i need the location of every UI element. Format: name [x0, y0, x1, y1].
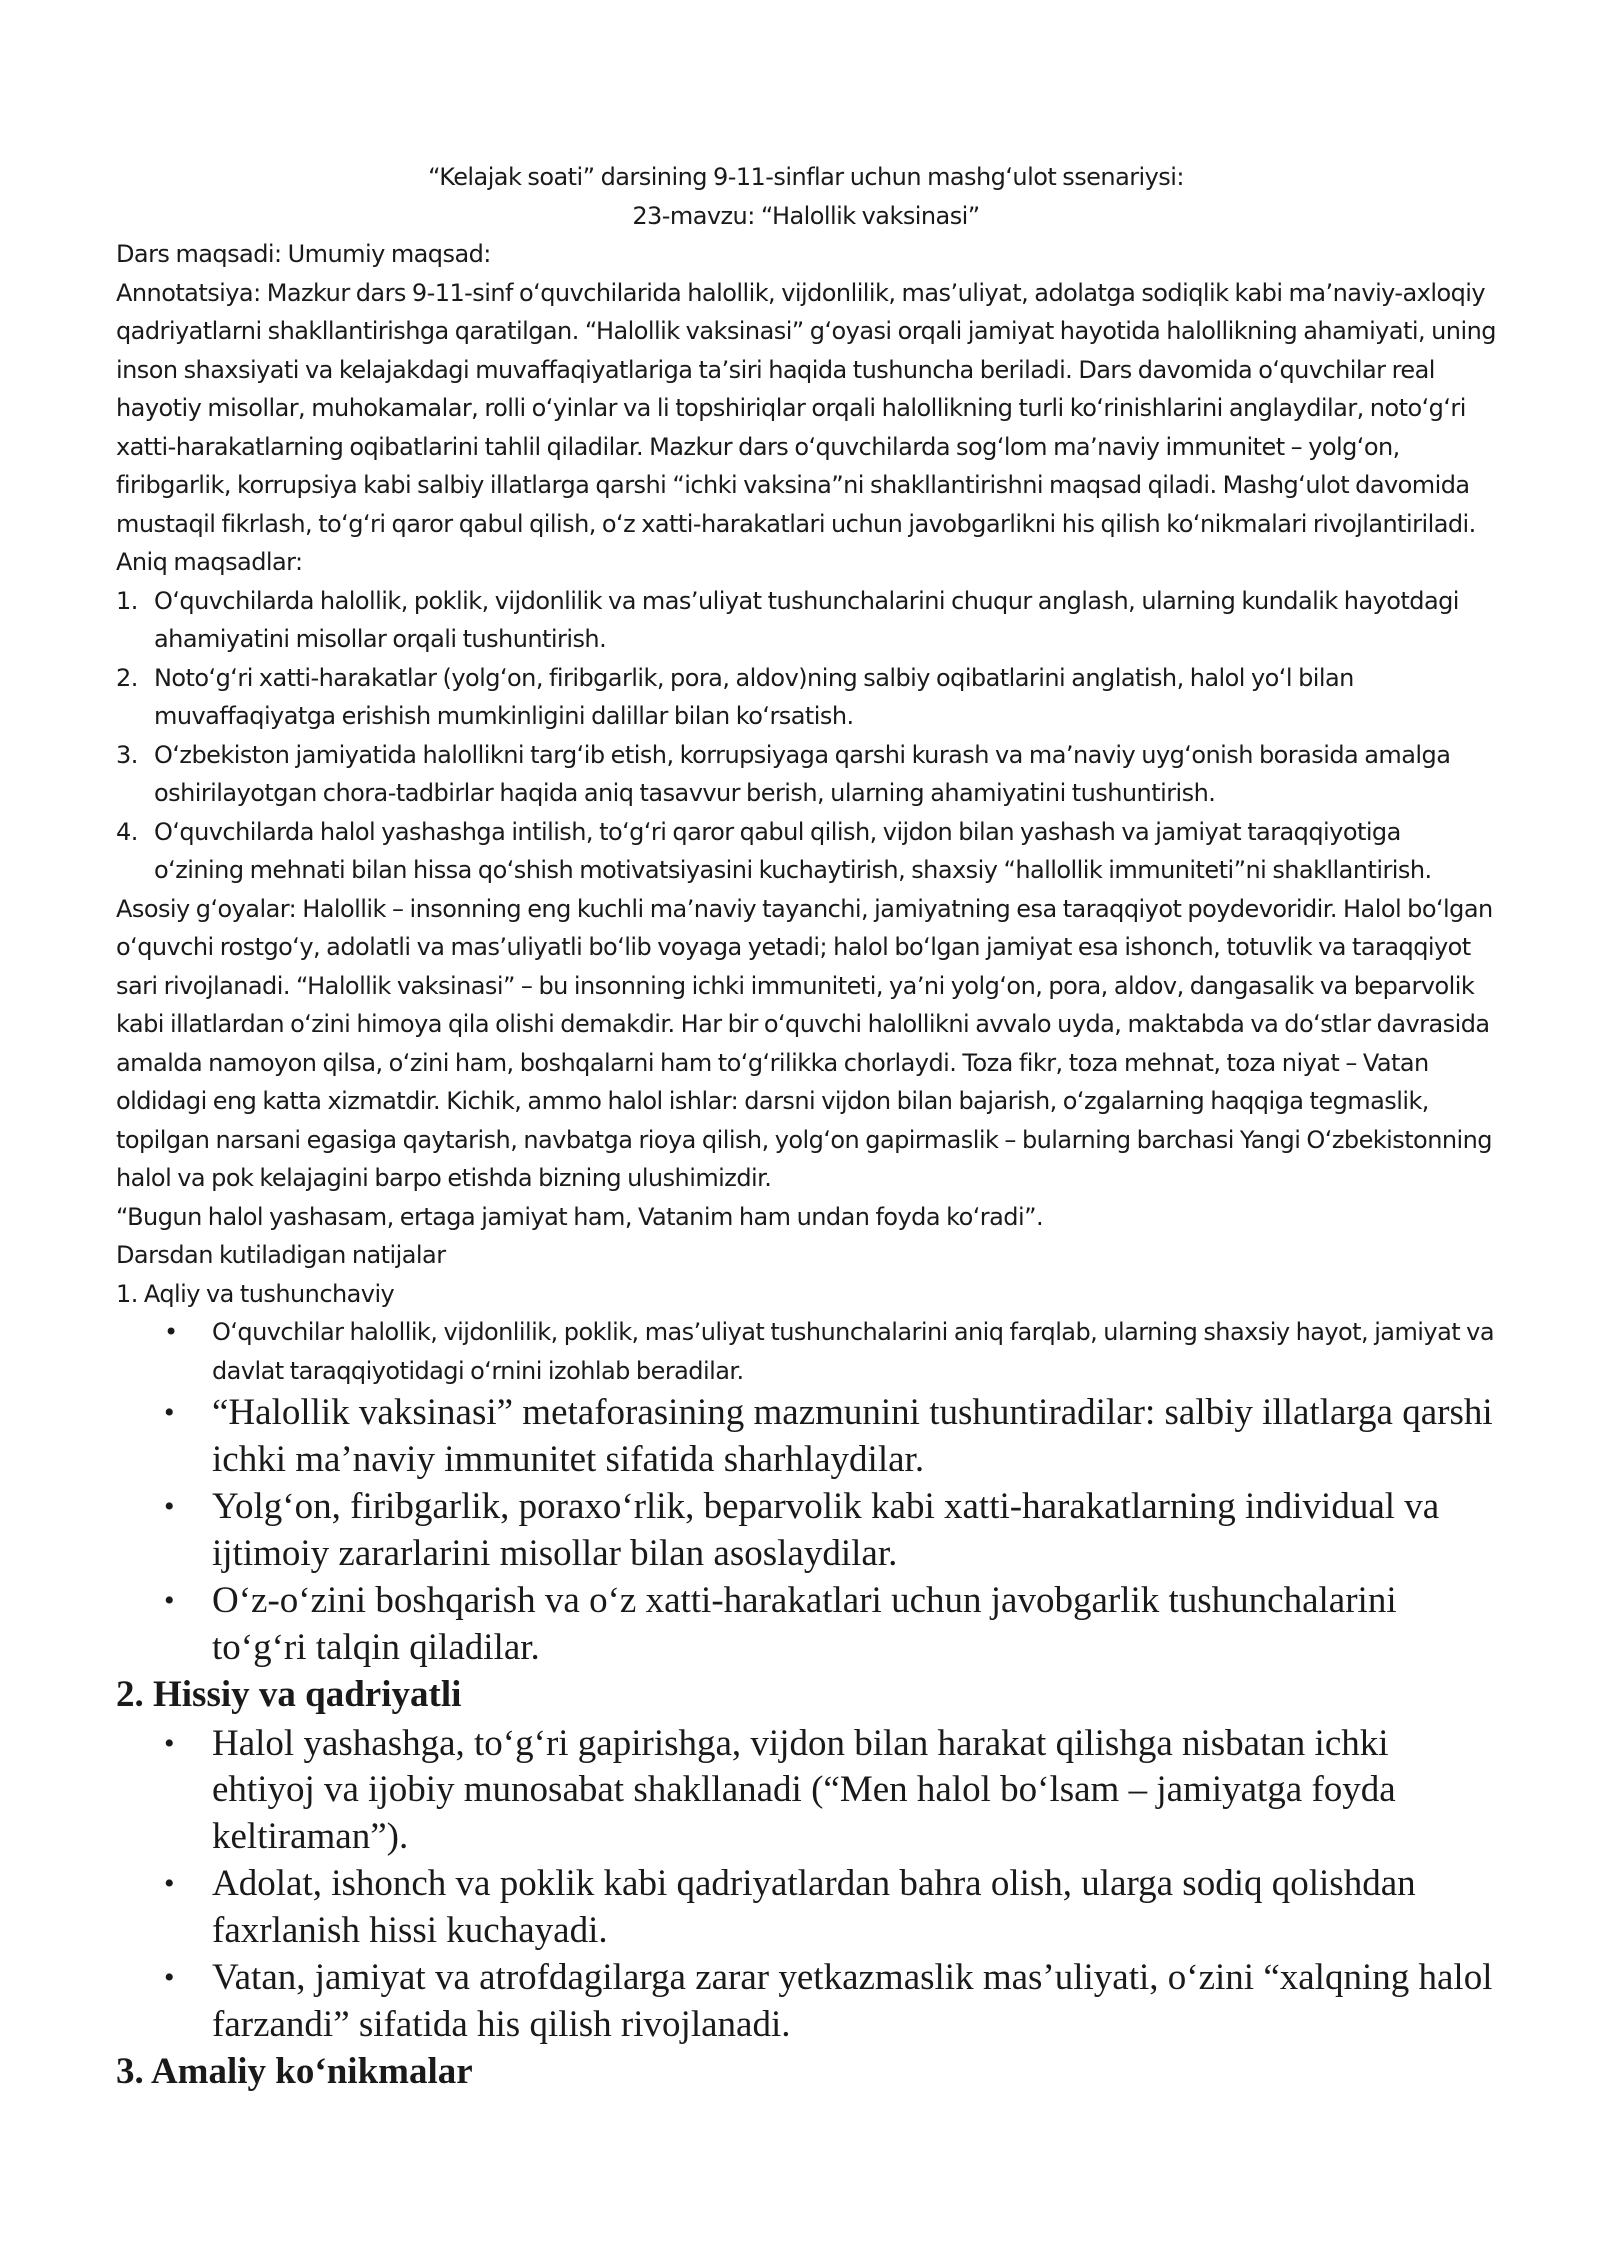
bullet-icon: • — [164, 1726, 175, 1760]
main-ideas-paragraph: Asosiy gʻoyalar: Halollik – insonning eng kuchli ma’naviy tayanchi, jamiyatning esa taraqqiyot poydevoridir. Halol boʻlgan oʻquvchi rostgoʻy, adolatli va mas’uliyatli boʻlib voyaga yetadi; halol boʻlgan jamiyat esa ishonch, totuvlik va taraqqiyot sari rivojlanadi. “Halollik vaksinasi” – bu insonning ichki immuniteti, ya’ni yolgʻon, pora, aldov, dangasalik va beparvolik kabi illatlardan oʻzini himoya qila olishi demakdir. Har bir oʻquvchi halollikni avvalo uyda, maktabda va doʻstlar davrasida amalda namoyon qilsa, oʻzini ham, boshqalarni ham toʻgʻrilikka chorlaydi. Toza fikr, toza mehnat, toza niyat – Vatan oldidagi eng katta xizmatdir. Kichik, ammo halol ishlar: darsni vijdon bilan bajarish, oʻzgalarning haqqiga tegmaslik, topilgan narsani egasiga qaytarish, navbatga rioya qilish, yolgʻon gapirmaslik – bularning barchasi Yangi Oʻzbekistonning halol va pok kelajagini barpo etishda bizning ulushimizdir. — [116, 894, 1493, 1192]
list-item — [116, 1313, 1496, 1390]
aims-heading: Aniq maqsadlar: — [116, 548, 303, 576]
list-item-text: Oʻz-oʻzini boshqarish va oʻz xatti-harakatlari uchun javobgarlik tushunchalarini toʻgʻri talqin qiladilar. — [212, 1580, 1397, 1668]
list-item-text: Adolat, ishonch va poklik kabi qadriyatlardan bahra olish, ularga sodiq qolishdan faxrlanish hissi kuchayadi. — [212, 1863, 1416, 1951]
document-subtitle: 23-mavzu: “Halollik vaksinasi” — [632, 201, 980, 230]
list-item-text: Vatan, jamiyat va atrofdagilarga zarar yetkazmaslik mas’uliyati, oʻzini “xalqning halol farzandi” sifatida his qilish rivojlanadi. — [212, 1957, 1493, 2045]
aim-item — [116, 582, 1496, 659]
list-item-text: Yolgʻon, firibgarlik, poraxoʻrlik, beparvolik kabi xatti-harakatlarning individual va ijtimoiy zararlarini misollar bilan asoslaydilar. — [212, 1486, 1440, 1574]
list-item-text: Halol yashashga, toʻgʻri gapirishga, vijdon bilan harakat qilishga nisbatan ichki ehtiyoj va ijobiy munosabat shakllanadi (“Men halol boʻlsam – jamiyatga foyda keltiraman”). — [212, 1722, 1396, 1857]
list-item — [116, 1578, 1496, 1671]
bullet-icon: • — [164, 1867, 175, 1900]
section1-list — [116, 1390, 1496, 1671]
annotation-paragraph: Annotatsiya: Mazkur dars 9-11-sinf oʻquvchilarida halollik, vijdonlilik, mas’uliyat, adolatga sodiqlik kabi ma’naviy-axloqiy qadriyatlarni shakllantirishga qaratilgan. “Halollik vaksinasi” gʻoyasi orqali jamiyat hayotida halollikning ahamiyati, uning inson shaxsiyati va kelajakdagi muvaffaqiyatlariga ta’siri haqida tushuncha beriladi. Dars davomida oʻquvchilar real hayotiy misollar, muhokamalar, rolli oʻyinlar va li topshiriqlar orqali halollikning turli koʻrinishlarini anglaydilar, notoʻgʻri xatti-harakatlarning oqibatlarini tahlil qiladilar. Mazkur dars oʻquvchilarda sogʻlom ma’naviy immunitet – yolgʻon, firibgarlik, korrupsiya kabi salbiy illatlarga qarshi “ichki vaksina”ni shakllantirishni maqsad qiladi. Mashgʻulot davomida mustaqil fikrlash, toʻgʻri qaror qabul qilish, oʻz xatti-harakatlari uchun javobgarlikni his qilish koʻnikmalari rivojlantiriladi. — [116, 278, 1496, 538]
list-item-text: “Halollik vaksinasi” metaforasining mazmunini tushuntiradilar: salbiy illatlarga qarshi ichki ma’naviy immunitet sifatida sharhlaydilar. — [212, 1392, 1493, 1480]
bullet-icon: • — [164, 1318, 178, 1346]
list-item — [116, 1955, 1496, 2048]
aim-text: Oʻquvchilarda halol yashashga intilish, toʻgʻri qaror qabul qilish, vijdon bilan yashash va jamiyat taraqqiyotiga oʻzining mehnati bilan hissa qoʻshish motivatsiyasini kuchaytirish, shaxsiy “hallollik immuniteti”ni shakllantirish. — [154, 817, 1432, 884]
list-item — [116, 1390, 1496, 1483]
lesson-purpose: Dars maqsadi: Umumiy maqsad: — [116, 240, 491, 268]
aim-item — [116, 659, 1496, 736]
aim-number: 2. — [116, 663, 138, 692]
aim-text: Notoʻgʻri xatti-harakatlar (yolgʻon, firibgarlik, pora, aldov)ning salbiy oqibatlarini anglatish, halol yoʻl bilan muvaffaqiyatga erishish mumkinligini dalillar bilan koʻrsatish. — [154, 663, 1354, 730]
aim-item — [116, 736, 1496, 813]
aim-number: 3. — [116, 740, 138, 769]
list-item — [116, 1484, 1496, 1577]
section3-heading: 3. Amaliy koʻnikmalar — [116, 2051, 473, 2092]
aim-item — [116, 813, 1496, 890]
bullet-icon: • — [164, 1490, 175, 1523]
aim-number: 4. — [116, 817, 138, 846]
results-heading: Darsdan kutiladigan natijalar — [116, 1241, 446, 1269]
aim-text: Oʻzbekiston jamiyatida halollikni targʻib etish, korrupsiyaga qarshi kurash va ma’naviy uygʻonish borasida amalga oshirilayotgan chora-tadbirlar haqida aniq tasavvur berish, ularning ahamiyatini tushuntirish. — [154, 740, 1451, 807]
document-title: “Kelajak soati” darsining 9-11-sinflar uchun mashgʻulot ssenariysi: — [428, 163, 1184, 191]
section2-list — [116, 1721, 1496, 2049]
aim-text: Oʻquvchilarda halollik, poklik, vijdonlilik va mas’uliyat tushunchalarini chuqur anglash, ularning kundalik hayotdagi ahamiyatini misollar orqali tushuntirish. — [154, 586, 1459, 653]
section1-heading: 1. Aqliy va tushunchaviy — [116, 1279, 395, 1308]
list-item-text: Oʻquvchilar halollik, vijdonlilik, poklik, mas’uliyat tushunchalarini aniq farqlab, ularning shaxsiy hayot, jamiyat va davlat taraqqiyotidagi oʻrnini izohlab beradilar. — [212, 1318, 1494, 1385]
section1-first-list — [116, 1313, 1496, 1390]
bullet-icon: • — [164, 1961, 175, 1994]
list-item — [116, 1721, 1496, 1861]
document-content — [116, 158, 1496, 2098]
bullet-icon: • — [164, 1584, 175, 1617]
sans-text-block — [116, 158, 1496, 1390]
aim-number: 1. — [116, 586, 138, 615]
motto-quote: “Bugun halol yashasam, ertaga jamiyat ham, Vatanim ham undan foyda koʻradi”. — [116, 1202, 1044, 1231]
bullet-icon: • — [164, 1396, 175, 1429]
section2-heading: 2. Hissiy va qadriyatli — [116, 1674, 462, 1715]
serif-text-block — [116, 1390, 1496, 2096]
list-item — [116, 1861, 1496, 1954]
